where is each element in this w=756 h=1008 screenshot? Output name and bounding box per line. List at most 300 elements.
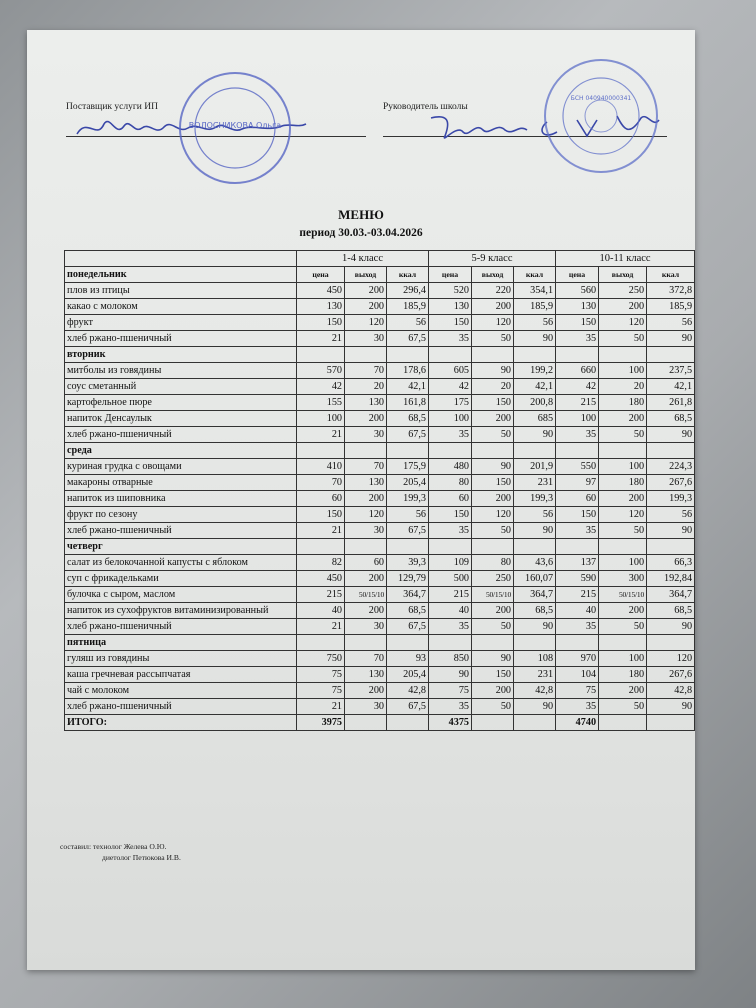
dish-value: 75 — [429, 683, 472, 699]
dish-value: 30 — [345, 619, 387, 635]
dish-value: 108 — [514, 651, 556, 667]
empty-cell — [472, 347, 514, 363]
dish-row — [65, 475, 695, 491]
dish-value: 200 — [472, 299, 514, 315]
dish-value: 21 — [297, 619, 345, 635]
dish-value: 180 — [599, 667, 647, 683]
column-subheader: ккал — [647, 267, 695, 283]
dish-value: 90 — [514, 699, 556, 715]
empty-cell — [297, 539, 345, 555]
dish-value: 50/15/10 — [345, 587, 387, 603]
dish-value: 300 — [599, 571, 647, 587]
dish-value: 56 — [647, 315, 695, 331]
dish-row — [65, 507, 695, 523]
empty-cell — [387, 539, 429, 555]
dish-value: 35 — [556, 331, 599, 347]
supplier-stamp-text: ВОЛОСНИКОВА Ольга — [188, 121, 282, 130]
dish-value: 224,3 — [647, 459, 695, 475]
empty-cell — [514, 539, 556, 555]
dish-value: 109 — [429, 555, 472, 571]
dish-row — [65, 379, 695, 395]
dish-value: 480 — [429, 459, 472, 475]
dish-value: 150 — [472, 667, 514, 683]
dish-value: 68,5 — [647, 411, 695, 427]
dish-value: 200,8 — [514, 395, 556, 411]
dish-row — [65, 315, 695, 331]
dish-value: 130 — [297, 299, 345, 315]
total-value: 4375 — [429, 715, 472, 731]
day-name: среда — [65, 443, 297, 459]
dish-value: 50 — [472, 523, 514, 539]
dish-value: 50 — [599, 699, 647, 715]
dish-value: 450 — [297, 283, 345, 299]
dish-name: соус сметанный — [65, 379, 297, 395]
dish-value: 90 — [472, 651, 514, 667]
dish-value: 250 — [472, 571, 514, 587]
dish-value: 60 — [429, 491, 472, 507]
dish-value: 56 — [387, 315, 429, 331]
dish-value: 50 — [599, 427, 647, 443]
empty-cell — [429, 539, 472, 555]
dish-value: 35 — [429, 331, 472, 347]
dish-value: 100 — [556, 411, 599, 427]
dish-row — [65, 555, 695, 571]
dish-value: 200 — [345, 283, 387, 299]
empty-cell — [647, 635, 695, 651]
class-group-header: 5-9 класс — [429, 251, 556, 267]
dish-value: 605 — [429, 363, 472, 379]
dish-value: 67,5 — [387, 699, 429, 715]
dish-value: 175,9 — [387, 459, 429, 475]
empty-cell — [387, 443, 429, 459]
dish-value: 450 — [297, 571, 345, 587]
dish-row — [65, 299, 695, 315]
dish-value: 30 — [345, 523, 387, 539]
dish-value: 35 — [556, 699, 599, 715]
dish-value: 200 — [599, 683, 647, 699]
dish-value: 93 — [387, 651, 429, 667]
empty-cell — [556, 443, 599, 459]
compiled-by: составил: технолог Желева О.Ю. — [60, 842, 167, 851]
dish-value: 660 — [556, 363, 599, 379]
dish-value: 200 — [472, 603, 514, 619]
dish-value: 67,5 — [387, 427, 429, 443]
supplier-stamp — [175, 68, 295, 188]
dish-value: 60 — [345, 555, 387, 571]
day-name: пятница — [65, 635, 297, 651]
group-header-row — [65, 251, 695, 267]
dish-value: 68,5 — [514, 603, 556, 619]
dish-value: 185,9 — [514, 299, 556, 315]
dish-value: 155 — [297, 395, 345, 411]
dish-value: 180 — [599, 475, 647, 491]
dish-value: 205,4 — [387, 667, 429, 683]
empty-cell — [387, 347, 429, 363]
dish-name: хлеб ржано-пшеничный — [65, 699, 297, 715]
menu-table — [64, 250, 695, 731]
day-row — [65, 443, 695, 459]
dish-value: 100 — [297, 411, 345, 427]
dish-row — [65, 571, 695, 587]
dish-row — [65, 427, 695, 443]
total-value — [514, 715, 556, 731]
dish-name: хлеб ржано-пшеничный — [65, 523, 297, 539]
dish-value: 20 — [345, 379, 387, 395]
dish-value: 40 — [429, 603, 472, 619]
dish-value: 70 — [297, 475, 345, 491]
day-name: четверг — [65, 539, 297, 555]
dish-name: чай с молоком — [65, 683, 297, 699]
dish-value: 67,5 — [387, 331, 429, 347]
empty-cell — [647, 347, 695, 363]
empty-cell — [556, 347, 599, 363]
dish-value: 120 — [647, 651, 695, 667]
dish-row — [65, 491, 695, 507]
dish-row — [65, 395, 695, 411]
dish-value: 90 — [647, 699, 695, 715]
dish-value: 130 — [345, 667, 387, 683]
dish-row — [65, 699, 695, 715]
dish-value: 200 — [345, 683, 387, 699]
dish-value: 130 — [429, 299, 472, 315]
dish-name: каша гречневая рассыпчатая — [65, 667, 297, 683]
dish-value: 200 — [345, 491, 387, 507]
dish-name: хлеб ржано-пшеничный — [65, 427, 297, 443]
dish-value: 130 — [345, 395, 387, 411]
dish-value: 50 — [472, 427, 514, 443]
dish-value: 70 — [345, 651, 387, 667]
dish-value: 50 — [599, 523, 647, 539]
dish-value: 56 — [647, 507, 695, 523]
dish-value: 40 — [556, 603, 599, 619]
school-stamp-text: БСН 040940000341 — [570, 95, 632, 102]
dish-value: 21 — [297, 699, 345, 715]
dish-value: 215 — [556, 587, 599, 603]
day-header-monday: понедельник — [65, 267, 297, 283]
dish-row — [65, 683, 695, 699]
supplier-label: Поставщик услуги ИП — [66, 102, 158, 112]
dish-value: 90 — [514, 427, 556, 443]
dish-value: 150 — [297, 315, 345, 331]
day-name: вторник — [65, 347, 297, 363]
dish-value: 35 — [429, 619, 472, 635]
dish-value: 161,8 — [387, 395, 429, 411]
dish-value: 42 — [429, 379, 472, 395]
empty-cell — [345, 443, 387, 459]
dish-value: 296,4 — [387, 283, 429, 299]
dish-value: 97 — [556, 475, 599, 491]
dish-value: 50 — [472, 699, 514, 715]
dish-value: 42,1 — [387, 379, 429, 395]
dish-value: 42,8 — [514, 683, 556, 699]
empty-cell — [297, 443, 345, 459]
dish-value: 90 — [429, 667, 472, 683]
dish-value: 35 — [556, 523, 599, 539]
dish-value: 137 — [556, 555, 599, 571]
dish-value: 90 — [514, 619, 556, 635]
total-value — [387, 715, 429, 731]
empty-cell — [514, 635, 556, 651]
dish-row — [65, 587, 695, 603]
dish-value: 130 — [345, 475, 387, 491]
dish-value: 364,7 — [387, 587, 429, 603]
dish-name: салат из белокочанной капусты с яблоком — [65, 555, 297, 571]
dish-value: 35 — [429, 699, 472, 715]
director-label: Руководитель школы — [383, 102, 468, 112]
dish-value: 231 — [514, 475, 556, 491]
dish-value: 35 — [556, 427, 599, 443]
dish-value: 80 — [472, 555, 514, 571]
dish-value: 42 — [297, 379, 345, 395]
dish-value: 120 — [472, 315, 514, 331]
dish-value: 90 — [514, 523, 556, 539]
dish-row — [65, 331, 695, 347]
dish-value: 20 — [599, 379, 647, 395]
dish-name: фрукт — [65, 315, 297, 331]
dish-value: 231 — [514, 667, 556, 683]
empty-cell — [297, 635, 345, 651]
dish-value: 100 — [429, 411, 472, 427]
empty-cell — [647, 539, 695, 555]
menu-title: МЕНЮ — [338, 207, 384, 222]
dish-value: 120 — [599, 315, 647, 331]
dish-name: макароны отварные — [65, 475, 297, 491]
total-value: 3975 — [297, 715, 345, 731]
dish-value: 56 — [514, 507, 556, 523]
dish-value: 192,84 — [647, 571, 695, 587]
dish-value: 90 — [647, 331, 695, 347]
dish-value: 100 — [599, 555, 647, 571]
dish-value: 215 — [429, 587, 472, 603]
dish-name: напиток из шиповника — [65, 491, 297, 507]
dish-value: 199,3 — [514, 491, 556, 507]
dish-value: 150 — [472, 475, 514, 491]
dish-value: 372,8 — [647, 283, 695, 299]
dish-value: 21 — [297, 331, 345, 347]
dish-value: 35 — [429, 427, 472, 443]
dish-value: 850 — [429, 651, 472, 667]
dish-value: 90 — [472, 363, 514, 379]
empty-cell — [514, 347, 556, 363]
dish-value: 180 — [599, 395, 647, 411]
dish-value: 520 — [429, 283, 472, 299]
total-value: 4740 — [556, 715, 599, 731]
dish-value: 200 — [345, 571, 387, 587]
dish-value: 70 — [345, 459, 387, 475]
dish-value: 50/15/10 — [599, 587, 647, 603]
empty-cell — [647, 443, 695, 459]
dish-value: 200 — [345, 603, 387, 619]
dish-value: 215 — [297, 587, 345, 603]
empty-cell — [345, 539, 387, 555]
day-row — [65, 347, 695, 363]
dish-value: 39,3 — [387, 555, 429, 571]
dish-value: 80 — [429, 475, 472, 491]
dish-value: 42,1 — [647, 379, 695, 395]
empty-cell — [387, 635, 429, 651]
dish-value: 42,8 — [647, 683, 695, 699]
dish-value: 66,3 — [647, 555, 695, 571]
dietitian: диетолог Петюкова И.В. — [102, 853, 181, 862]
dish-value: 120 — [599, 507, 647, 523]
total-row — [65, 715, 695, 731]
dish-value: 50/15/10 — [472, 587, 514, 603]
dish-value: 30 — [345, 331, 387, 347]
dish-value: 200 — [599, 299, 647, 315]
column-subheader: цена — [429, 267, 472, 283]
total-value — [345, 715, 387, 731]
dish-value: 205,4 — [387, 475, 429, 491]
dish-value: 50 — [599, 331, 647, 347]
dish-name: хлеб ржано-пшеничный — [65, 331, 297, 347]
dish-value: 60 — [297, 491, 345, 507]
blank-corner-cell — [65, 251, 297, 267]
dish-value: 200 — [599, 491, 647, 507]
dish-value: 68,5 — [387, 603, 429, 619]
dish-value: 199,3 — [387, 491, 429, 507]
dish-row — [65, 411, 695, 427]
dish-value: 150 — [429, 315, 472, 331]
empty-cell — [345, 347, 387, 363]
day-row — [65, 539, 695, 555]
dish-value: 200 — [472, 491, 514, 507]
empty-cell — [472, 539, 514, 555]
dish-value: 200 — [472, 411, 514, 427]
dish-value: 199,2 — [514, 363, 556, 379]
dish-name: напиток из сухофруктов витаминизированный — [65, 603, 297, 619]
dish-value: 21 — [297, 523, 345, 539]
dish-name: хлеб ржано-пшеничный — [65, 619, 297, 635]
dish-value: 250 — [599, 283, 647, 299]
empty-cell — [345, 635, 387, 651]
dish-value: 364,7 — [647, 587, 695, 603]
dish-value: 104 — [556, 667, 599, 683]
dish-value: 970 — [556, 651, 599, 667]
empty-cell — [514, 443, 556, 459]
empty-cell — [429, 443, 472, 459]
column-subheader: выход — [472, 267, 514, 283]
dish-value: 120 — [472, 507, 514, 523]
dish-row — [65, 523, 695, 539]
dish-value: 75 — [556, 683, 599, 699]
day-row — [65, 635, 695, 651]
dish-value: 90 — [647, 523, 695, 539]
empty-cell — [297, 347, 345, 363]
dish-value: 354,1 — [514, 283, 556, 299]
menu-period: период 30.03.-03.04.2026 — [299, 227, 423, 239]
dish-value: 67,5 — [387, 523, 429, 539]
dish-value: 30 — [345, 427, 387, 443]
dish-value: 90 — [472, 459, 514, 475]
dish-name: какао с молоком — [65, 299, 297, 315]
dish-value: 130 — [556, 299, 599, 315]
dish-value: 200 — [599, 411, 647, 427]
dish-value: 150 — [556, 507, 599, 523]
dish-value: 20 — [472, 379, 514, 395]
dish-name: куриная грудка с овощами — [65, 459, 297, 475]
column-subheader: цена — [297, 267, 345, 283]
dish-value: 60 — [556, 491, 599, 507]
dish-value: 129,79 — [387, 571, 429, 587]
dish-value: 50 — [472, 619, 514, 635]
total-value — [647, 715, 695, 731]
dish-value: 150 — [472, 395, 514, 411]
dish-value: 201,9 — [514, 459, 556, 475]
menu-sheet — [27, 30, 695, 970]
dish-value: 410 — [297, 459, 345, 475]
dish-value: 267,6 — [647, 667, 695, 683]
dish-value: 215 — [556, 395, 599, 411]
empty-cell — [472, 635, 514, 651]
dish-value: 200 — [345, 299, 387, 315]
dish-value: 35 — [429, 523, 472, 539]
dish-value: 500 — [429, 571, 472, 587]
dish-value: 550 — [556, 459, 599, 475]
total-label: ИТОГО: — [65, 715, 297, 731]
dish-value: 178,6 — [387, 363, 429, 379]
dish-value: 70 — [345, 363, 387, 379]
dish-value: 68,5 — [647, 603, 695, 619]
empty-cell — [599, 347, 647, 363]
dish-name: плов из птицы — [65, 283, 297, 299]
dish-name: напиток Денсаулык — [65, 411, 297, 427]
dish-row — [65, 363, 695, 379]
dish-row — [65, 651, 695, 667]
empty-cell — [556, 539, 599, 555]
dish-value: 100 — [599, 363, 647, 379]
empty-cell — [472, 443, 514, 459]
column-subheader: выход — [599, 267, 647, 283]
dish-value: 120 — [345, 315, 387, 331]
dish-value: 42 — [556, 379, 599, 395]
dish-value: 590 — [556, 571, 599, 587]
dish-value: 68,5 — [387, 411, 429, 427]
dish-value: 160,07 — [514, 571, 556, 587]
empty-cell — [429, 635, 472, 651]
sub-header-row — [65, 267, 695, 283]
dish-value: 42,8 — [387, 683, 429, 699]
empty-cell — [599, 635, 647, 651]
dish-value: 90 — [647, 619, 695, 635]
dish-value: 220 — [472, 283, 514, 299]
empty-cell — [599, 539, 647, 555]
school-stamp — [541, 56, 661, 176]
dish-value: 100 — [599, 459, 647, 475]
dish-value: 560 — [556, 283, 599, 299]
dish-value: 185,9 — [647, 299, 695, 315]
dish-value: 56 — [514, 315, 556, 331]
dish-name: суп с фрикадельками — [65, 571, 297, 587]
dish-value: 150 — [297, 507, 345, 523]
dish-value: 570 — [297, 363, 345, 379]
dish-value: 120 — [345, 507, 387, 523]
dish-value: 82 — [297, 555, 345, 571]
dish-value: 685 — [514, 411, 556, 427]
dish-value: 75 — [297, 667, 345, 683]
dish-value: 43,6 — [514, 555, 556, 571]
column-subheader: ккал — [387, 267, 429, 283]
dish-row — [65, 283, 695, 299]
dish-value: 150 — [556, 315, 599, 331]
dish-value: 67,5 — [387, 619, 429, 635]
empty-cell — [429, 347, 472, 363]
dish-value: 90 — [647, 427, 695, 443]
dish-value: 200 — [472, 683, 514, 699]
dish-value: 150 — [429, 507, 472, 523]
dish-value: 56 — [387, 507, 429, 523]
dish-value: 21 — [297, 427, 345, 443]
dish-value: 199,3 — [647, 491, 695, 507]
